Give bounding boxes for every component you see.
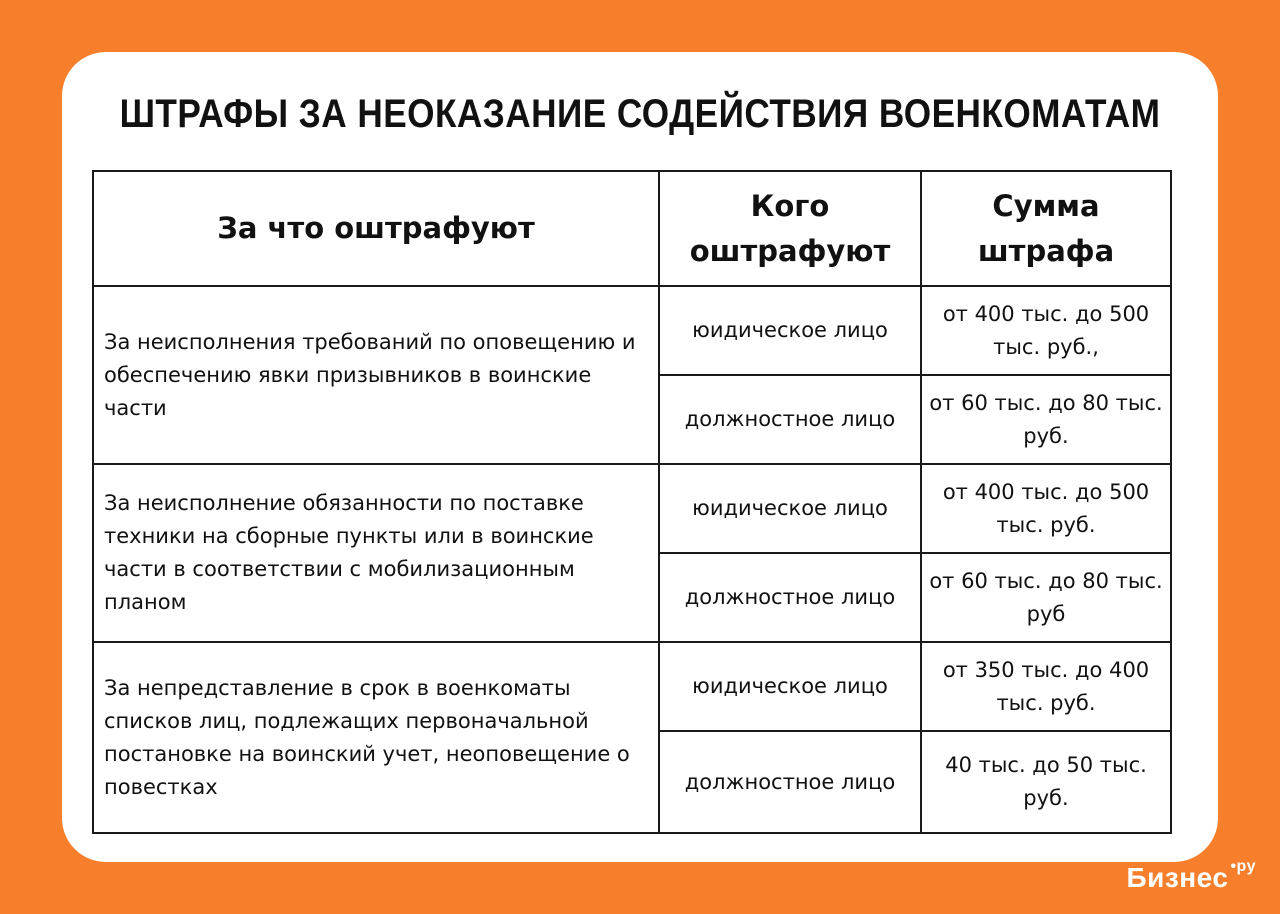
header-amount	[921, 171, 1171, 286]
amount-cell: от 400 тыс. до 500 тыс. руб.	[921, 464, 1171, 553]
fines-table	[92, 170, 1172, 834]
header-amount-line1: Сумма	[992, 188, 1100, 223]
amount-cell: от 400 тыс. до 500 тыс. руб.,	[921, 286, 1171, 375]
amount-cell: от 60 тыс. до 80 тыс. руб.	[921, 375, 1171, 464]
who-cell: должностное лицо	[659, 375, 921, 464]
page-title: ШТРАФЫ ЗА НЕОКАЗАНИЕ СОДЕЙСТВИЯ ВОЕНКОМАТАМ	[119, 92, 1161, 136]
who-cell: юидическое лицо	[659, 464, 921, 553]
header-reason: За что оштрафуют	[93, 171, 659, 286]
amount-cell: от 60 тыс. до 80 тыс. руб	[921, 553, 1171, 642]
who-cell: должностное лицо	[659, 553, 921, 642]
table-row	[93, 642, 1171, 731]
brand-name: Бизнес	[1126, 862, 1229, 893]
header-who-line1: Кого	[750, 188, 830, 223]
reason-cell: За непредставление в срок в военкоматы списков лиц, подлежащих первоначальной постановке на воинский учет, неоповещение о повестках	[93, 642, 659, 833]
who-cell: должностное лицо	[659, 731, 921, 833]
reason-cell: За неисполнение обязанности по поставке техники на сборные пункты или в воинские части в соответствии с мобилизационным планом	[93, 464, 659, 642]
amount-cell: от 350 тыс. до 400 тыс. руб.	[921, 642, 1171, 731]
table-row	[93, 286, 1171, 375]
header-amount-line2: штрафа	[977, 233, 1115, 268]
header-who-line2: оштрафуют	[689, 233, 891, 268]
who-cell: юидическое лицо	[659, 642, 921, 731]
amount-cell: 40 тыс. до 50 тыс. руб.	[921, 731, 1171, 833]
header-who	[659, 171, 921, 286]
brand-logo	[1126, 857, 1256, 894]
table-row	[93, 464, 1171, 553]
reason-cell: За неисполнения требований по оповещению и обеспечению явки призывников в воинские части	[93, 286, 659, 464]
table-header-row	[93, 171, 1171, 286]
who-cell: юидическое лицо	[659, 286, 921, 375]
brand-suffix: •ру	[1230, 857, 1256, 875]
